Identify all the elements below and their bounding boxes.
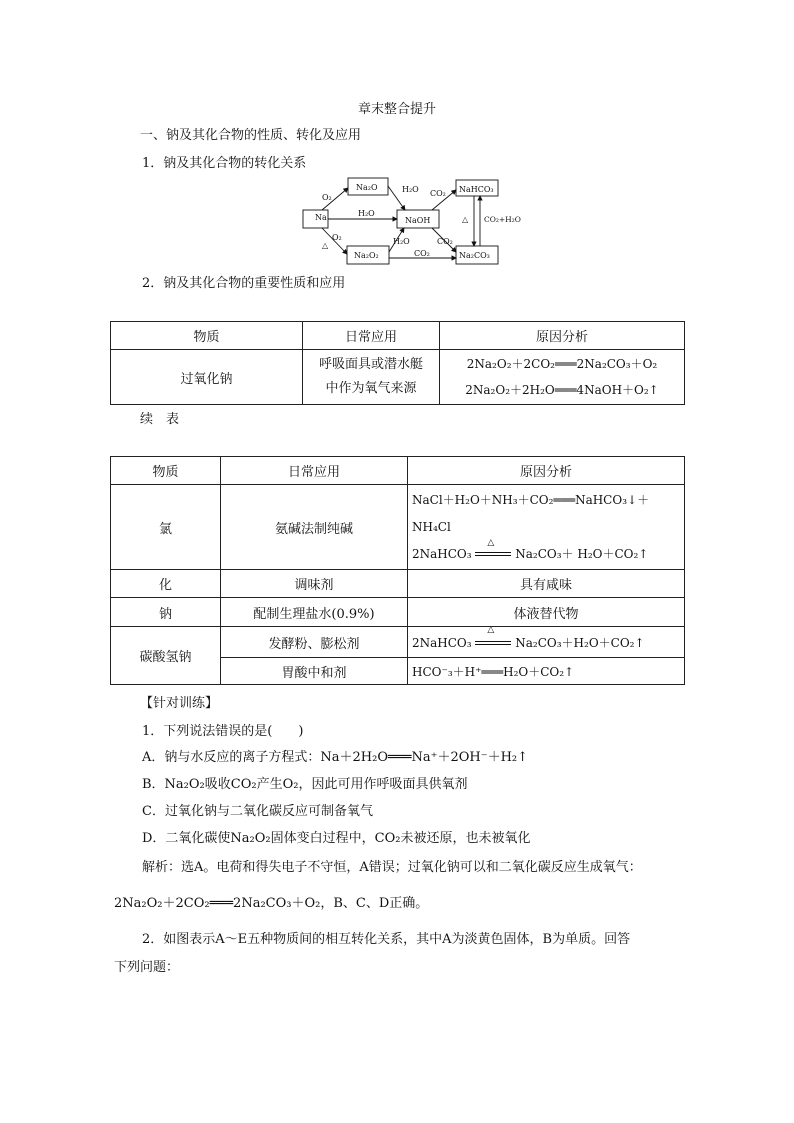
header-use: 日常应用 — [303, 322, 440, 350]
answer-line-1: 解析：选A。电荷和得失电子不守恒，A错误；过氧化钠可以和二氧化碳反应生成氧气： — [142, 860, 642, 875]
header-use: 日常应用 — [221, 457, 408, 485]
cell-reason-1 — [408, 485, 685, 570]
cell-reason — [440, 350, 685, 405]
cell-reason-4a — [408, 624, 685, 658]
option-b: B．Na₂O₂吸收CO₂产生O₂，因此可用作呼吸面具供氧剂 — [142, 777, 468, 792]
cell-reason-3: 体液替代物 — [408, 598, 685, 627]
option-c: C．过氧化钠与二氧化碳反应可制备氧气 — [142, 804, 373, 819]
cell-substance-3: 钠 — [111, 598, 221, 627]
cell-substance: 过氧化钠 — [111, 350, 303, 405]
cell-use-3: 配制生理盐水(0.9%) — [221, 598, 408, 627]
eq-right: Na₂CO₃＋H₂O＋CO₂↑ — [515, 635, 645, 650]
label-h2o-diag: H₂O — [393, 237, 410, 246]
properties-table-continued — [110, 456, 685, 685]
label-na2co3: Na₂CO₃ — [459, 251, 490, 260]
label-delta-bot: △ — [322, 241, 329, 250]
question-2-line-2: 下列问题： — [114, 960, 180, 975]
cell-use-4b: 胃酸中和剂 — [221, 658, 408, 685]
cell-reason-2: 具有咸味 — [408, 570, 685, 598]
header-substance: 物质 — [111, 322, 303, 350]
eq-left: 2NaHCO₃ — [412, 546, 472, 561]
label-na2o2: Na₂O₂ — [354, 251, 379, 260]
label-co2h2o-right: CO₂+H₂O — [484, 215, 521, 224]
equation-solvay: NaCl＋H₂O＋NH₃＋CO₂═══NaHCO₃↓＋ — [412, 492, 650, 507]
label-o2-top: O₂ — [322, 193, 332, 202]
option-a: A．钠与水反应的离子方程式：Na＋2H₂O═══Na⁺＋2OH⁻＋H₂↑ — [142, 750, 529, 765]
cell-use-1: 氨碱法制纯碱 — [221, 485, 408, 570]
equation-2: 2Na₂O₂＋2H₂O═══4NaOH＋O₂↑ — [465, 383, 659, 397]
page-title: 章末整合提升 — [357, 102, 436, 117]
label-co2-diag: CO₂ — [437, 237, 453, 246]
eq-right: Na₂CO₃＋ H₂O＋CO₂↑ — [515, 546, 649, 561]
cell-use-4a: 发酵粉、膨松剂 — [221, 627, 408, 658]
practice-heading: 【针对训练】 — [140, 696, 219, 711]
use-line-1: 呼吸面具或潜水艇 — [318, 357, 423, 372]
label-co2-top: CO₂ — [430, 189, 446, 198]
question-1: 1．下列说法错误的是( ) — [142, 724, 304, 739]
question-2-line-1: 2．如图表示A～E五种物质间的相互转化关系，其中A为淡黄色固体，B为单质。回答 — [142, 932, 631, 947]
eq-left: 2NaHCO₃ — [412, 635, 472, 650]
equation-1: 2Na₂O₂＋2CO₂═══2Na₂CO₃＋O₂ — [466, 357, 658, 371]
cell-use-2: 调味剂 — [221, 570, 408, 598]
equation-decomp — [412, 537, 680, 568]
answer-line-2: 2Na₂O₂＋2CO₂═══2Na₂CO₃＋O₂，B、C、D正确。 — [114, 896, 429, 911]
equation-solvay-cont: NH₄Cl — [412, 519, 451, 534]
cell-substance-2: 化 — [111, 570, 221, 598]
cell-substance-4: 碳酸氢钠 — [111, 627, 221, 685]
label-delta-right: △ — [462, 215, 469, 224]
properties-table — [110, 321, 685, 405]
option-d: D．二氧化碳使Na₂O₂固体变白过程中，CO₂未被还原，也未被氧化 — [142, 831, 531, 846]
label-h2o-mid: H₂O — [358, 209, 375, 218]
label-co2-bot: CO₂ — [414, 249, 430, 258]
cell-use — [303, 350, 440, 405]
header-substance: 物质 — [111, 457, 221, 485]
heat-sign: △ — [487, 624, 495, 635]
label-na2o: Na₂O — [356, 183, 378, 192]
subsection-heading-2: 2．钠及其化合物的重要性质和应用 — [142, 276, 346, 291]
subsection-heading: 1．钠及其化合物的转化关系 — [142, 156, 307, 171]
use-line-2: 中作为氧气来源 — [325, 381, 417, 396]
section-heading: 一、钠及其化合物的性质、转化及应用 — [140, 128, 362, 143]
label-nahco3: NaHCO₃ — [459, 185, 494, 194]
conversion-diagram — [300, 174, 521, 266]
label-h2o-top: H₂O — [402, 185, 419, 194]
cell-substance-1: 氯 — [111, 485, 221, 570]
label-o2-bot: O₂ — [332, 233, 342, 242]
label-naoh: NaOH — [405, 216, 431, 225]
cell-reason-4b: HCO⁻₃＋H⁺═══H₂O＋CO₂↑ — [408, 658, 685, 685]
continued-label: 续 表 — [140, 412, 180, 427]
label-na: Na — [315, 213, 327, 222]
header-reason: 原因分析 — [440, 322, 685, 350]
header-reason: 原因分析 — [408, 457, 685, 485]
heat-sign: △ — [487, 537, 495, 548]
